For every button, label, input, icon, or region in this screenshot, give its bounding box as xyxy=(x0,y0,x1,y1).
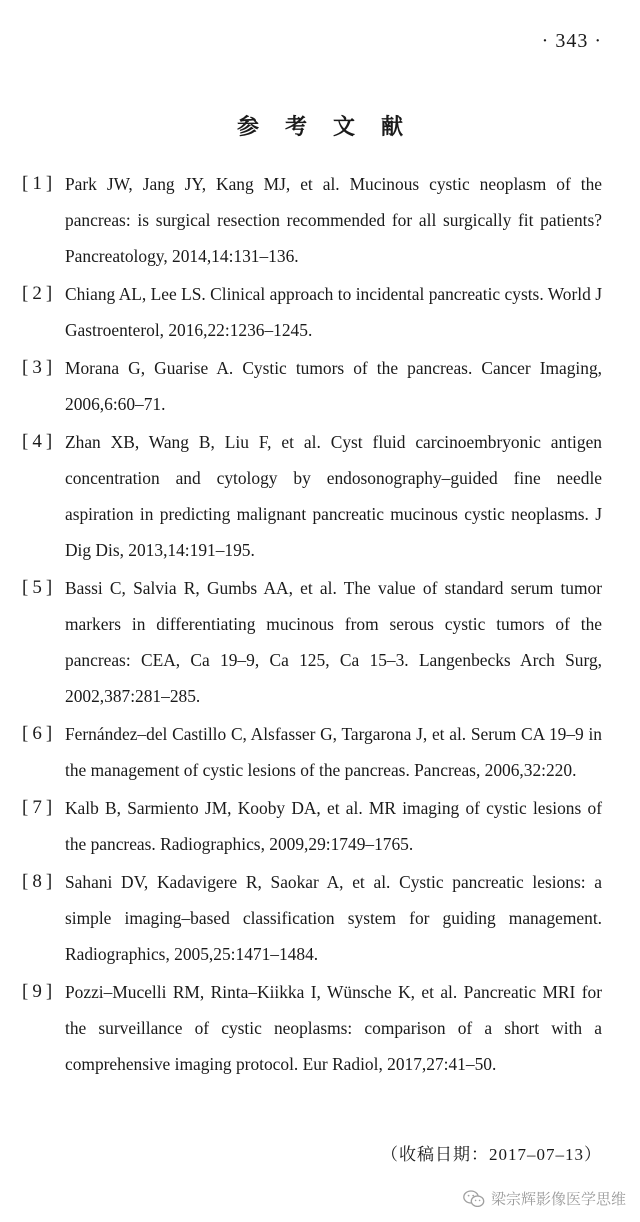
reference-number: [1] xyxy=(22,173,57,194)
reference-item xyxy=(22,350,602,422)
watermark-text: 梁宗辉影像医学思维 xyxy=(490,1190,626,1208)
reference-text: Sahani DV, Kadavigere R, Saokar A, et al. Cystic pancreatic lesions: a simple imaging–based classification system for guiding management. Radiographics, 2005,25:1471–1484. xyxy=(65,872,602,964)
wechat-icon xyxy=(463,1190,485,1208)
reference-number: [6] xyxy=(22,723,57,744)
reference-item xyxy=(22,716,602,788)
reference-item xyxy=(22,974,602,1082)
page-number: · 343 · xyxy=(541,30,602,52)
reference-item xyxy=(22,570,602,714)
reference-item xyxy=(22,166,602,274)
reference-number: [8] xyxy=(22,871,57,892)
page-title: 参考文献 xyxy=(236,114,429,139)
reference-text: Pozzi–Mucelli RM, Rinta–Kiikka I, Wünsche K, et al. Pancreatic MRI for the surveillance of cystic neoplasms: comparison of a short with a comprehensive imaging protocol. Eur Radiol, 2017,27:41–50. xyxy=(65,982,602,1074)
reference-number: [3] xyxy=(22,357,57,378)
reference-number: [2] xyxy=(22,283,57,304)
reference-number: [9] xyxy=(22,981,57,1002)
reference-text: Bassi C, Salvia R, Gumbs AA, et al. The value of standard serum tumor markers in differentiating mucinous from serous cystic tumors of the pancreas: CEA, Ca 19–9, Ca 125, Ca 15–3. Langenbecks Arch Surg, 2002,387:281–285. xyxy=(65,578,602,706)
reference-item xyxy=(22,276,602,348)
reference-text: Fernández–del Castillo C, Alsfasser G, Targarona J, et al. Serum CA 19–9 in the management of cystic lesions of the pancreas. Pancreas, 2006,32:220. xyxy=(65,724,602,780)
watermark xyxy=(463,1188,626,1209)
received-date: （收稿日期：2017–07–13） xyxy=(381,1145,602,1164)
reference-text: Zhan XB, Wang B, Liu F, et al. Cyst fluid carcinoembryonic antigen concentration and cytology by endosonography–guided fine needle aspiration in predicting malignant pancreatic mucinous cystic neoplasms. J Dig Dis, 2013,14:191–195. xyxy=(65,432,602,560)
reference-text: Kalb B, Sarmiento JM, Kooby DA, et al. MR imaging of cystic lesions of the pancreas. Radiographics, 2009,29:1749–1765. xyxy=(65,798,602,854)
reference-text: Park JW, Jang JY, Kang MJ, et al. Mucinous cystic neoplasm of the pancreas: is surgical resection recommended for all surgically fit patients? Pancreatology, 2014,14:131–136. xyxy=(65,174,602,266)
reference-item xyxy=(22,790,602,862)
reference-list xyxy=(22,166,602,1084)
reference-number: [4] xyxy=(22,431,57,452)
reference-text: Chiang AL, Lee LS. Clinical approach to incidental pancreatic cysts. World J Gastroenterol, 2016,22:1236–1245. xyxy=(65,284,602,340)
reference-number: [5] xyxy=(22,577,57,598)
reference-number: [7] xyxy=(22,797,57,818)
reference-item xyxy=(22,424,602,568)
reference-text: Morana G, Guarise A. Cystic tumors of the pancreas. Cancer Imaging, 2006,6:60–71. xyxy=(65,358,602,414)
reference-item xyxy=(22,864,602,972)
